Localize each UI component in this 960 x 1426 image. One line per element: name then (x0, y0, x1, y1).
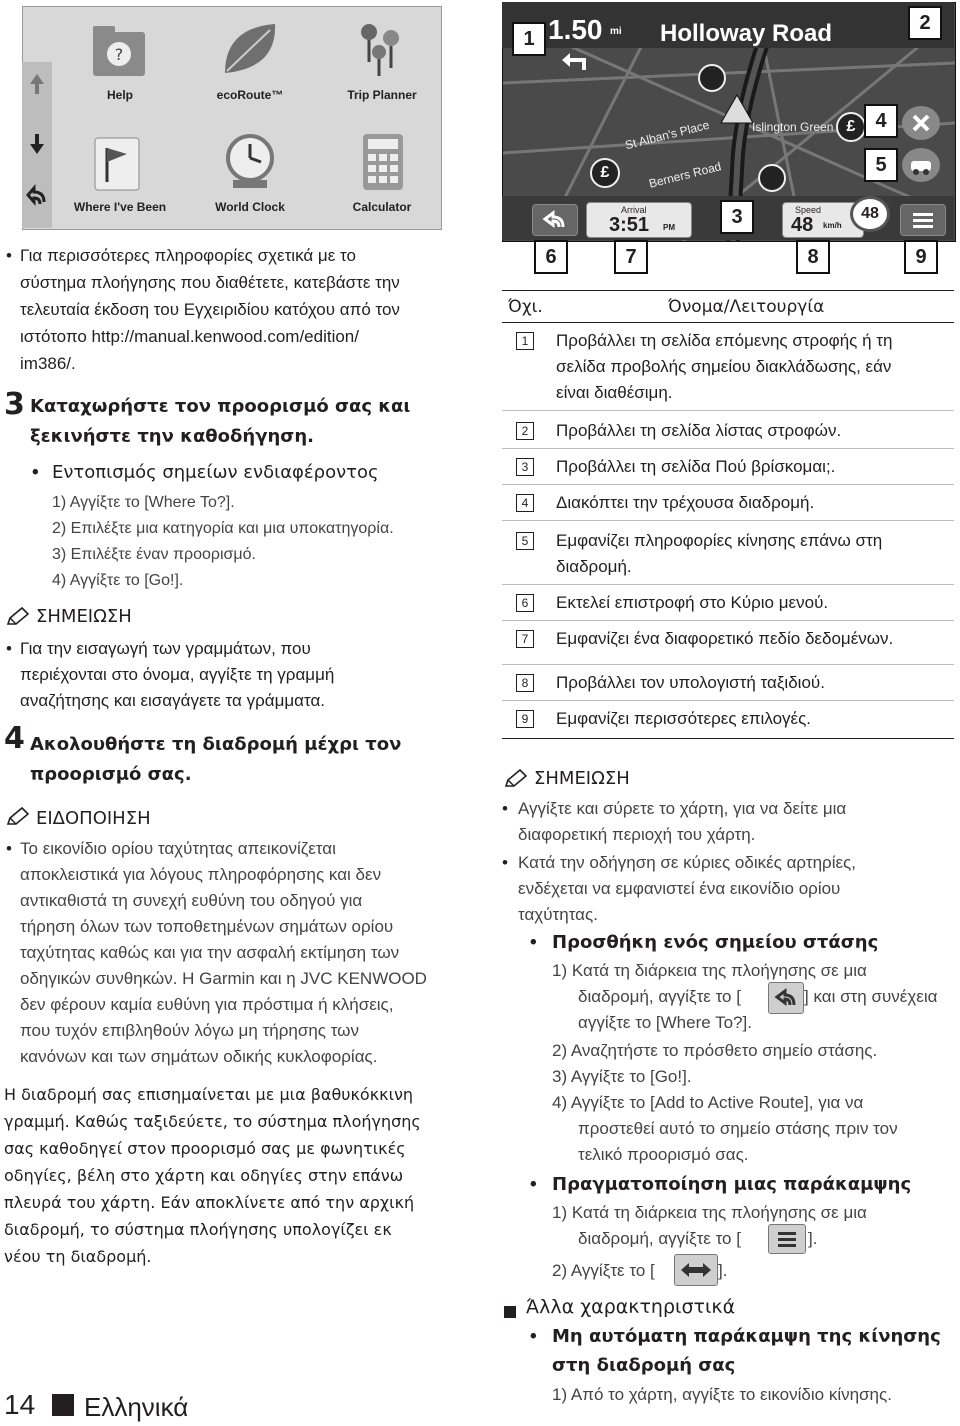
map-place-label: Islington Green (752, 120, 834, 134)
traffic-heading: Μη αυτόματη παράκαμψη της κίνησης (552, 1326, 941, 1347)
table-row-number: 6 (516, 594, 534, 612)
route-paragraph: σας καθοδηγεί στον προορισμό σας με φωνητικές (4, 1139, 406, 1158)
arrival-time: 3:51 (609, 214, 650, 236)
flag-icon (85, 130, 155, 192)
table-row-rule (502, 664, 954, 665)
step-heading: προορισμό σας. (30, 764, 192, 785)
stop-heading: Προσθήκη ενός σημείου στάσης (552, 932, 879, 953)
intro-line: Για περισσότερες πληροφορίες σχετικά με το (20, 246, 356, 265)
back-button[interactable] (532, 204, 578, 236)
menu-item-help (80, 14, 160, 110)
table-row-text: Προβάλλει τον υπολογιστή ταξιδιού. (556, 673, 825, 692)
menu-label: Where I've Been (73, 200, 167, 214)
callout-5: 5 (864, 148, 898, 182)
callout-4: 4 (864, 104, 898, 138)
table-top-rule (502, 290, 954, 291)
close-icon (903, 107, 939, 139)
table-row-number: 9 (516, 710, 534, 728)
stop-route-button[interactable] (902, 106, 940, 140)
notice-line: οδηγικών συνθηκών. Η Garmin και η JVC KENWOOD (20, 969, 427, 988)
bullet: • (530, 932, 537, 953)
speed-value: 48 (791, 214, 814, 236)
poi-step: 2) Επιλέξτε μια κατηγορία και μια υποκατηγορία. (52, 520, 394, 537)
route-paragraph: νέου τη διαδρομή. (4, 1247, 152, 1266)
route-paragraph: οδηγίες, βέλη στο χάρτη και οδηγίες στην επάνω (4, 1166, 404, 1185)
poi-fuel-icon[interactable] (698, 64, 726, 92)
table-row-number: 3 (516, 458, 534, 476)
pins-icon (347, 18, 417, 80)
bullet: • (502, 853, 508, 872)
folder-question-icon (85, 18, 155, 80)
table-row-number: 4 (516, 494, 534, 512)
table-row-rule (502, 484, 954, 485)
bullet: • (6, 839, 12, 858)
notice-line: αντικαθιστά τη συνεχή ευθύνη του οδηγού για (20, 891, 363, 910)
menu-button[interactable] (900, 204, 946, 236)
stop-step: αγγίξτε το [Where To?]. (578, 1013, 752, 1032)
poi-pound-icon[interactable]: £ (836, 112, 866, 142)
note-line: περιέχονται στο όνομα, αγγίξτε τη γραμμή (20, 665, 335, 684)
notice-line: Το εικονίδιο ορίου ταχύτητας απεικονίζεται (20, 839, 336, 858)
callout-7: 7 (614, 240, 648, 274)
poi-step: 3) Επιλέξτε έναν προορισμό. (52, 546, 256, 563)
pencil-icon (4, 606, 32, 628)
table-row-text: Προβάλλει τη σελίδα Πού βρίσκομαι;. (556, 457, 836, 476)
detour-heading: Πραγματοποίηση μιας παράκαμψης (552, 1174, 912, 1195)
pencil-icon (502, 768, 530, 790)
notice-line: που τυχόν επιβληθούν λόγω μη τήρησης των (20, 1021, 359, 1040)
step-heading: Ακολουθήστε τη διαδρομή μέχρι τον (30, 734, 402, 755)
detour-step: 1) Κατά τη διάρκεια της πλοήγησης σε μια (552, 1203, 867, 1222)
note-line: αναζήτησης και εισαγάγετε τα γράμματα. (20, 691, 326, 710)
map-place-label: St Alban's Place (623, 117, 711, 153)
table-row-text: σελίδα προβολής σημείου διακλάδωσης, εάν (556, 357, 892, 376)
callout-8: 8 (796, 240, 830, 274)
bullet: • (530, 1326, 537, 1347)
table-header-name: Όνομα/Λειτουργία (668, 297, 825, 317)
note-title: ΣΗΜΕΙΩΣΗ (36, 606, 132, 627)
back-arrow-icon (769, 983, 803, 1013)
detour-step: διαδρομή, αγγίξτε το [ (578, 1229, 741, 1248)
stop-step: 4) Αγγίξτε το [Add to Active Route], για να (552, 1093, 864, 1112)
poi-step: 4) Αγγίξτε το [Go!]. (52, 572, 184, 589)
callout-6: 6 (534, 240, 568, 274)
table-row-text: Εμφανίζει περισσότερες επιλογές. (556, 709, 812, 728)
table-row-rule (502, 448, 954, 449)
stop-step: τελικό προορισμό σας. (578, 1145, 749, 1164)
distance-value: 1.50 (548, 14, 603, 45)
stop-step: διαδρομή, αγγίξτε το [ (578, 987, 741, 1006)
footer-language: Ελληνικά (84, 1392, 189, 1422)
table-row-number: 1 (516, 332, 534, 350)
note-line: Αγγίξτε και σύρετε το χάρτη, για να δείτε μια (518, 799, 847, 818)
table-row-text: διαδρομή. (556, 557, 632, 576)
table-row-text: είναι διαθέσιμη. (556, 383, 673, 402)
arrival-label: Arrival (621, 205, 647, 215)
menu-label: ecoRoute™ (216, 88, 284, 102)
note-line: ενδέχεται να εμφανιστεί ένα εικονίδιο ορίου (518, 879, 841, 898)
stop-step: 2) Αναζητήστε το πρόσθετο σημείο στάσης. (552, 1041, 878, 1060)
arrival-data-field[interactable] (586, 202, 692, 238)
route-paragraph: πλευρά του χάρτη. Εάν αποκλίνετε από την αρχική (4, 1193, 415, 1212)
step-heading: Καταχωρήστε τον προορισμό σας και (30, 396, 411, 417)
poi-heading: Εντοπισμός σημείων ενδιαφέροντος (52, 462, 379, 483)
bullet: • (502, 799, 508, 818)
table-row-rule (502, 700, 954, 701)
stop-step: 3) Αγγίξτε το [Go!]. (552, 1067, 692, 1086)
table-row-text: Εκτελεί επιστροφή στο Κύριο μενού. (556, 593, 829, 612)
table-header-no: Όχι. (508, 297, 543, 317)
table-row-text: Εμφανίζει πληροφορίες κίνησης επάνω στη (556, 531, 883, 550)
detour-step: 2) Αγγίξτε το [ (552, 1261, 655, 1280)
manual-link[interactable]: ιστότοπο http://manual.kenwood.com/edition/ (20, 327, 359, 346)
table-row-text: Εμφανίζει ένα διαφορετικό πεδίο δεδομένων. (556, 629, 894, 648)
route-paragraph: Η διαδρομή σας επισημαίνεται με μια βαθυκόκκινη (4, 1085, 414, 1104)
back-button-inline (768, 982, 804, 1014)
detour-step: ]. (808, 1229, 818, 1248)
step-heading: ξεκινήστε την καθοδήγηση. (30, 426, 314, 447)
callout-9: 9 (904, 240, 938, 274)
table-row-number: 8 (516, 674, 534, 692)
speed-unit: km/h (823, 221, 842, 230)
bullet: • (32, 462, 39, 483)
bullet: • (530, 1174, 537, 1195)
traffic-button[interactable] (902, 148, 940, 182)
stop-step: προστεθεί αυτό το σημείο στάσης πριν τον (578, 1119, 898, 1138)
poi-pound-icon[interactable]: £ (590, 158, 620, 188)
speed-label: Speed (795, 205, 822, 215)
notice-line: τήρηση όλων των τοποθετημένων σημάτων ορίου (20, 917, 394, 936)
note-line: Κατά την οδήγηση σε κύριες οδικές αρτηρίες, (518, 853, 856, 872)
callout-1: 1 (512, 22, 546, 56)
stop-step: ] και στη συνέχεια (804, 987, 938, 1006)
menu-label: Calculator (352, 200, 412, 214)
notice-title: ΕΙΔΟΠΟΙΗΣΗ (36, 808, 151, 829)
note-line: Για την εισαγωγή των γραμμάτων, που (20, 639, 311, 658)
double-arrow-icon (675, 1255, 717, 1285)
menu-button-inline (768, 1224, 806, 1254)
footer-square-icon (52, 1394, 74, 1416)
speed-limit-sign: 48 (850, 196, 890, 232)
menu-item-ecoroute (210, 14, 290, 110)
note-title: ΣΗΜΕΙΩΣΗ (534, 768, 630, 789)
table-row-number: 7 (516, 630, 534, 648)
note-line: ταχύτητας. (518, 905, 598, 924)
notice-line: ταχύτητας καθώς και για την ασφαλή εκτίμηση των (20, 943, 400, 962)
callout-2: 2 (908, 6, 942, 40)
step-number: 3 (4, 387, 25, 422)
manual-link[interactable]: im386/. (20, 354, 76, 373)
pencil-icon (4, 806, 32, 828)
menu-label: Trip Planner (347, 88, 417, 102)
stop-step: 1) Κατά τη διάρκεια της πλοήγησης σε μια (552, 961, 867, 980)
street-name[interactable]: Holloway Road (660, 20, 833, 47)
menu-item-world-clock (210, 126, 290, 222)
traffic-step: 1) Από το χάρτη, αγγίξτε το εικονίδιο κίνησης. (552, 1385, 892, 1404)
bullet: • (6, 246, 12, 265)
route-paragraph: γραμμή. Καθώς ταξιδεύετε, το σύστημα πλοήγησης (4, 1112, 421, 1131)
table-row-number: 5 (516, 532, 534, 550)
notice-line: δεν φέρουν καμία ευθύνη για πρόστιμα ή κλήσεις, (20, 995, 394, 1014)
page-number: 14 (4, 1389, 36, 1420)
detour-step: ]. (718, 1261, 728, 1280)
callout-3: 3 (720, 200, 754, 234)
map-place-label: Berners Road (647, 159, 723, 191)
table-row-text: Προβάλλει τη σελίδα επόμενης στροφής ή τη (556, 331, 893, 350)
intro-line: τελευταία έκδοση του Εγχειριδίου κατόχου από τον (20, 300, 400, 319)
table-header-rule (502, 322, 954, 323)
bullet: • (6, 639, 12, 658)
menu-item-trip-planner (342, 14, 422, 110)
menu-icon (901, 205, 945, 235)
notice-line: αποκλειστικά για λόγους πληροφόρησης και δεν (20, 865, 382, 884)
table-row-text: Προβάλλει τη σελίδα λίστας στροφών. (556, 421, 842, 440)
poi-food-icon[interactable] (758, 164, 786, 192)
table-row-number: 2 (516, 422, 534, 440)
notice-line: κανόνων και των σημάτων οδικής κυκλοφορίας. (20, 1047, 378, 1066)
table-row-rule (502, 620, 954, 621)
detour-button-inline (674, 1254, 718, 1286)
svg-text:?: ? (114, 45, 124, 64)
step-number: 4 (4, 721, 25, 756)
menu-icon (769, 1225, 805, 1253)
menu-sidebar (22, 62, 52, 228)
arrival-ampm: PM (663, 223, 675, 232)
note-line: διαφορετική περιοχή του χάρτη. (518, 825, 756, 844)
menu-label: World Clock (215, 200, 285, 214)
route-paragraph: διαδρομή, το σύστημα πλοήγησης υπολογίζει εκ (4, 1220, 392, 1239)
menu-label: Help (106, 88, 133, 102)
table-row-rule (502, 520, 954, 521)
table-bottom-rule (502, 738, 954, 739)
intro-line: σύστημα πλοήγησης που διαθέτετε, κατεβάστε την (20, 273, 400, 292)
table-row-text: Διακόπτει την τρέχουσα διαδρομή. (556, 493, 815, 512)
menu-item-where-ive-been (73, 126, 167, 222)
turn-left-arrow-icon (560, 52, 590, 72)
table-row-rule (502, 410, 954, 411)
back-arrow-icon (533, 205, 577, 235)
next-turn-box[interactable] (546, 8, 626, 74)
section-square-icon (504, 1306, 516, 1318)
clock-icon (215, 130, 285, 192)
poi-step: 1) Αγγίξτε το [Where To?]. (52, 494, 235, 511)
traffic-heading: στη διαδρομή σας (552, 1355, 736, 1376)
calculator-icon (347, 130, 417, 192)
car-icon (903, 149, 939, 181)
table-row-rule (502, 584, 954, 585)
leaf-icon (215, 18, 285, 80)
other-heading: Άλλα χαρακτηριστικά (526, 1296, 736, 1318)
menu-item-calculator (342, 126, 422, 222)
distance-unit: mi (610, 26, 622, 37)
